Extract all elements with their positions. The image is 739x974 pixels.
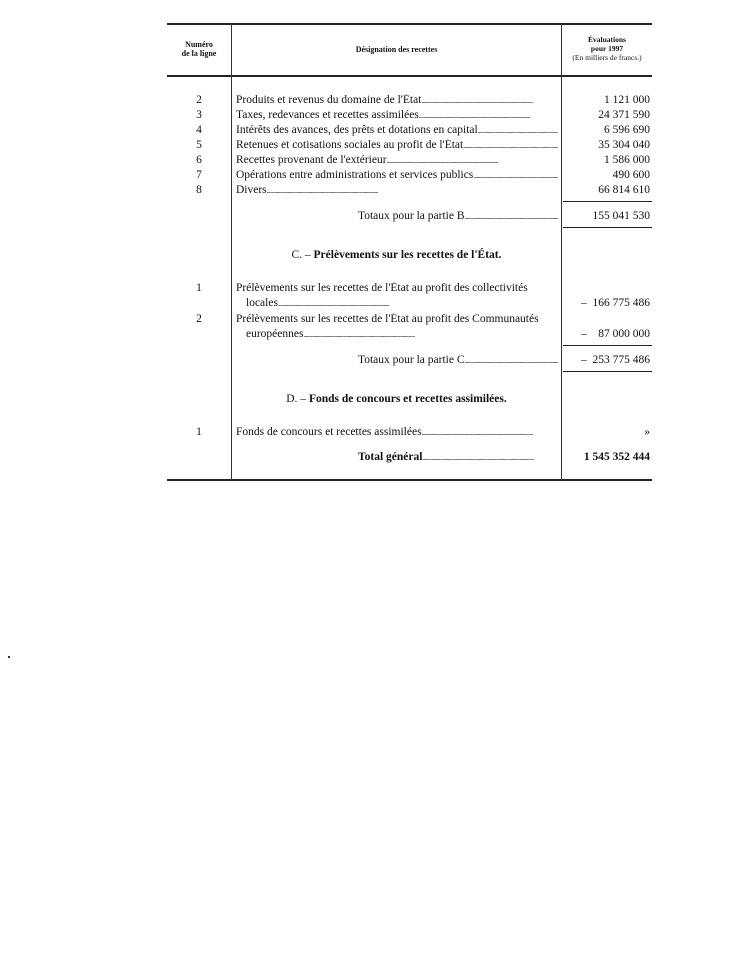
table-row bbox=[0, 154, 739, 169]
line-value: » bbox=[644, 426, 650, 438]
table-row bbox=[0, 282, 739, 312]
line-label-line2: locales . . . bbox=[246, 297, 558, 309]
line-value: 1 121 000 bbox=[604, 94, 650, 106]
header-designation: Désignation des recettes bbox=[355, 45, 438, 54]
line-value: 6 596 690 bbox=[604, 124, 650, 136]
subtotal-rule-b bbox=[563, 201, 652, 202]
table-row bbox=[0, 109, 739, 124]
line-label: Intérêts des avances, des prêts et dotations en capital . . . bbox=[236, 124, 558, 136]
section-d-title: Fonds de concours et recettes assimilées. bbox=[308, 393, 507, 405]
section-c-title: Prélèvements sur les recettes de l'État. bbox=[313, 249, 502, 261]
table-row bbox=[0, 139, 739, 154]
table-row bbox=[0, 169, 739, 184]
line-number: 2 bbox=[196, 313, 202, 325]
line-label-line2: européennes . . . bbox=[246, 328, 558, 340]
total-c-value: – 253 775 486 bbox=[581, 354, 650, 366]
total-b-value: 155 041 530 bbox=[592, 210, 650, 222]
scan-speck bbox=[8, 656, 10, 658]
table-bottom-rule bbox=[167, 479, 652, 481]
header-bottom-rule bbox=[167, 75, 652, 77]
table-row bbox=[0, 124, 739, 139]
section-d-heading bbox=[232, 393, 561, 405]
line-value: 490 600 bbox=[612, 169, 650, 181]
table-row bbox=[0, 426, 739, 441]
header-number-line1: Numéro bbox=[185, 40, 213, 49]
table-row bbox=[0, 94, 739, 109]
header-evaluation bbox=[562, 35, 652, 62]
line-label: Opérations entre administrations et services publics . . . bbox=[236, 169, 558, 181]
total-rule-b bbox=[563, 227, 652, 228]
line-number: 6 bbox=[196, 154, 202, 166]
line-value: 35 304 040 bbox=[598, 139, 650, 151]
line-value: 66 814 610 bbox=[598, 184, 650, 196]
line-label: Retenues et cotisations sociales au profit de l'État . . . bbox=[236, 139, 558, 151]
header-number-line2: de la ligne bbox=[181, 49, 217, 58]
line-number: 1 bbox=[196, 282, 202, 294]
line-number: 2 bbox=[196, 94, 202, 106]
line-label: Produits et revenus du domaine de l'État . . . bbox=[236, 94, 558, 106]
line-label-line1: Prélèvements sur les recettes de l'État au profit des Communautés bbox=[236, 313, 539, 325]
line-value: 1 586 000 bbox=[604, 154, 650, 166]
column-divider-right bbox=[561, 24, 562, 480]
grand-total-row bbox=[0, 451, 739, 466]
line-number: 5 bbox=[196, 139, 202, 151]
header-evaluation-line3: (En milliers de francs.) bbox=[572, 53, 642, 62]
header-evaluation-line2: pour 1997 bbox=[590, 44, 624, 53]
total-b-label: Totaux pour la partie B . . . bbox=[358, 210, 558, 222]
line-value: 24 371 590 bbox=[598, 109, 650, 121]
table-top-rule bbox=[167, 23, 652, 25]
table-row bbox=[0, 313, 739, 343]
total-rule-c bbox=[563, 371, 652, 372]
line-label: Recettes provenant de l'extérieur . . . bbox=[236, 154, 558, 166]
total-row-b bbox=[0, 210, 739, 225]
header-evaluation-line1: Évaluations bbox=[588, 35, 626, 44]
line-number: 7 bbox=[196, 169, 202, 181]
table-row bbox=[0, 184, 739, 199]
line-label: Fonds de concours et recettes assimilées . . . bbox=[236, 426, 558, 438]
section-d-prefix: D. – bbox=[286, 393, 307, 405]
line-number: 1 bbox=[196, 426, 202, 438]
header-number bbox=[167, 40, 231, 58]
line-label-line1: Prélèvements sur les recettes de l'État au profit des collectivités bbox=[236, 282, 528, 294]
subtotal-rule-c bbox=[563, 345, 652, 346]
line-number: 3 bbox=[196, 109, 202, 121]
line-number: 4 bbox=[196, 124, 202, 136]
line-number: 8 bbox=[196, 184, 202, 196]
line-label: Taxes, redevances et recettes assimilées . . . bbox=[236, 109, 558, 121]
line-label: Divers . . . bbox=[236, 184, 558, 196]
grand-total-label: Total général . . . bbox=[358, 451, 558, 463]
line-value: – 87 000 000 bbox=[581, 328, 650, 340]
line-value: – 166 775 486 bbox=[581, 297, 650, 309]
section-c-prefix: C. – bbox=[291, 249, 311, 261]
total-c-label: Totaux pour la partie C . . . bbox=[358, 354, 558, 366]
total-row-c bbox=[0, 354, 739, 369]
grand-total-value: 1 545 352 444 bbox=[583, 451, 650, 463]
section-c-heading bbox=[232, 249, 561, 261]
